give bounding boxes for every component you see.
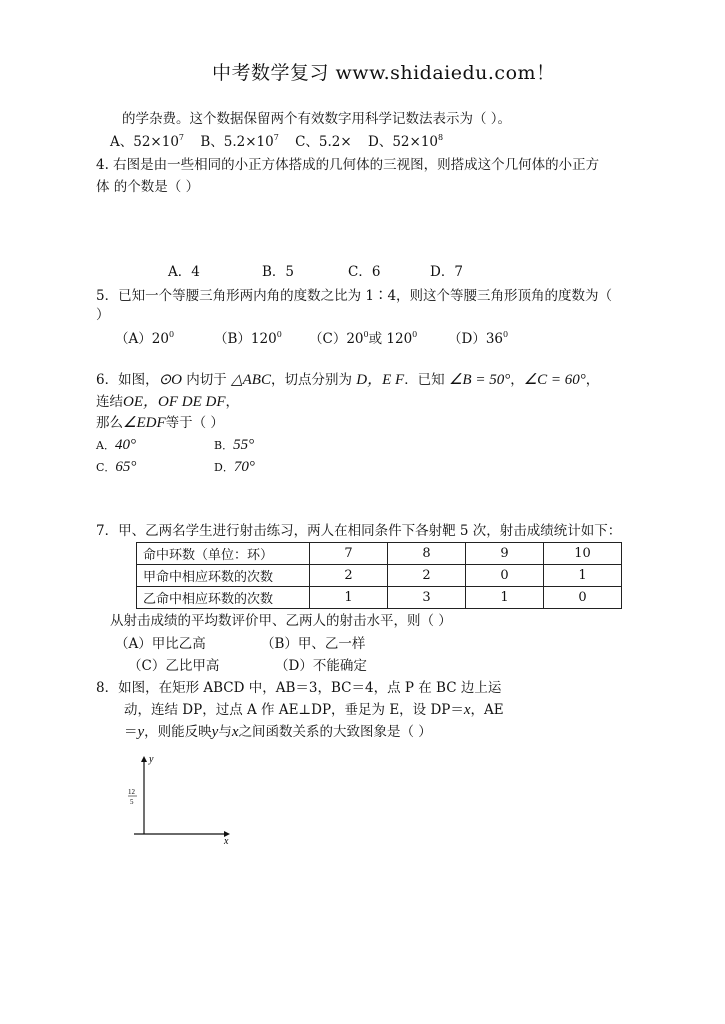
table-cell: 乙命中相应环数的次数 xyxy=(137,587,310,609)
y-axis-arrow xyxy=(141,756,147,762)
x-axis-label: x xyxy=(224,836,229,847)
q5-option-d: $(D)36^0$ xyxy=(448,330,509,347)
q7-option-c: （C）乙比甲高 xyxy=(128,658,220,674)
q8-line3: ＝y，则能反映y与x之间函数关系的大致图象是（ ） xyxy=(124,724,432,740)
q4-option-d: D．7 xyxy=(430,264,463,280)
table-cell: 1 xyxy=(544,565,622,587)
table-row xyxy=(137,565,622,587)
q5-line1: 5．已知一个等腰三角形两内角的度数之比为 1∶4，则这个等腰三角形顶角的度数为（ xyxy=(96,288,613,304)
tick-numerator: 12 xyxy=(128,788,135,796)
table-cell: 2 xyxy=(310,565,388,587)
q8-line1: 8．如图，在矩形 ABCD 中，AB＝3，BC＝4，点 P 在 BC 边上运 xyxy=(96,680,502,696)
q3-option-d: D、$52\times 10^8$ xyxy=(368,133,444,150)
page-title: 中考数学复习 www.shidaiedu.com！ xyxy=(212,62,556,84)
q4-line1: 4. 右图是由一些相同的小正方体搭成的几何体的三视图，则搭成这个几何体的小正方 xyxy=(96,157,600,173)
q3-options xyxy=(110,133,443,151)
q6-option-c: C．65° xyxy=(96,459,137,475)
q5-option-b: $(B)120^0$ xyxy=(214,330,282,347)
score-table xyxy=(136,542,622,609)
q3-stem-cont: 的学杂费。这个数据保留两个有效数字用科学记数法表示为（ ）。 xyxy=(122,111,512,127)
table-cell: 7 xyxy=(310,543,388,565)
q7-stem: 7．甲、乙两名学生进行射击练习，两人在相同条件下各射靶 5 次，射击成绩统计如下： xyxy=(96,523,622,539)
q4-option-c: C．6 xyxy=(348,264,381,280)
table-cell: 10 xyxy=(544,543,622,565)
q4-line2: 体 的个数是（ ） xyxy=(96,179,200,195)
table-cell: 8 xyxy=(388,543,466,565)
q6-line3: 那么∠EDF等于（ ） xyxy=(96,415,224,431)
q7-option-b: （B）甲、乙一样 xyxy=(261,636,366,652)
q7-option-a: （A）甲比乙高 xyxy=(115,636,206,652)
q6-option-b: B．55° xyxy=(214,437,255,453)
q7-question: 从射击成绩的平均数评价甲、乙两人的射击水平，则（ ） xyxy=(110,613,452,629)
q8-line2: 动，连结 DP，过点 A 作 AE⊥DP，垂足为 E，设 DP＝x，AE xyxy=(124,702,504,718)
q5-option-a: $(A)20^0$ xyxy=(115,330,175,347)
table-cell: 1 xyxy=(310,587,388,609)
q6-option-d: D．70° xyxy=(214,459,255,475)
q6-option-a: A．40° xyxy=(96,437,136,453)
y-axis-label: y xyxy=(149,754,154,765)
table-cell: 1 xyxy=(466,587,544,609)
q7-option-d: （D）不能确定 xyxy=(275,658,367,674)
table-cell: 9 xyxy=(466,543,544,565)
table-cell: 0 xyxy=(466,565,544,587)
table-cell: 2 xyxy=(388,565,466,587)
q6-line1: 6．如图，⊙O 内切于 △ABC，切点分别为 D，E F．已知 ∠B = 50°，∠C = 60°， xyxy=(96,372,600,388)
q4-option-b: B．5 xyxy=(262,264,295,280)
q5-line2: ） xyxy=(96,307,110,323)
table-row xyxy=(137,587,622,609)
table-cell: 甲命中相应环数的次数 xyxy=(137,565,310,587)
q5-option-c: $(C)20^0$或 $120^0$ xyxy=(309,330,418,347)
table-cell: 3 xyxy=(388,587,466,609)
tick-denominator: 5 xyxy=(130,798,134,806)
function-graph xyxy=(120,752,250,852)
table-cell: 命中环数（单位：环） xyxy=(137,543,310,565)
q3-option-b: B、$5.2\times 10^7$ xyxy=(200,133,279,150)
table-row xyxy=(137,543,622,565)
q6-line2: 连结OE，OF DE DF， xyxy=(96,394,239,410)
q4-option-a: A．4 xyxy=(168,264,200,280)
q3-option-a: A、$52\times 10^7$ xyxy=(110,133,185,150)
q3-option-c: C、5.2× xyxy=(295,134,352,150)
table-cell: 0 xyxy=(544,587,622,609)
